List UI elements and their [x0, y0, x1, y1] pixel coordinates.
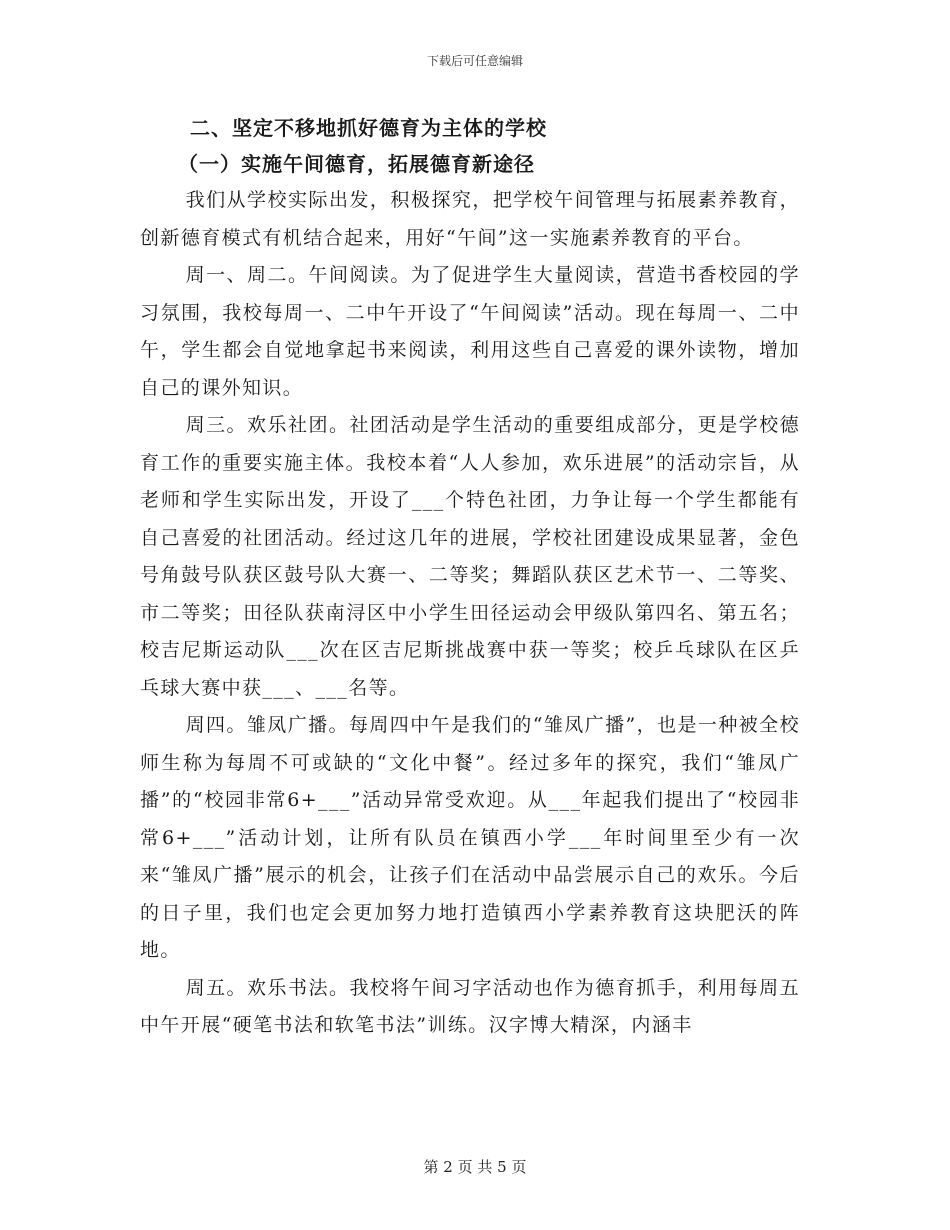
- paragraph-intro: 我们从学校实际出发，积极探究，把学校午间管理与拓展素养教育，创新德育模式有机结合起来，用好“午间”这一实施素养教育的平台。: [140, 189, 800, 249]
- paragraph-friday: 周五。欢乐书法。我校将午间习字活动也作为德育抓手，利用每周五中午开展“硬笔书法和软笔书法”训练。汉字博大精深，内涵丰: [140, 976, 800, 1036]
- subsection-heading: （一）实施午间德育，拓展德育新途径: [178, 152, 535, 176]
- page-header: 下载后可任意编辑: [426, 54, 523, 68]
- paragraph-thursday: 周四。雏凤广播。每周四中午是我们的“雏凤广播”，也是一种被全校师生称为每周不可或缺的“文化中餐”。经过多年的探究，我们“雏凤广播”的“校园非常6+___”活动异常受欢迎。从___年起我们提出了“校园非常6+___”活动计划，让所有队员在镇西小学___年时间里至少有一次来“雏凤广播”展示的机会，让孩子们在活动中品尝展示自己的欢乐。今后的日子里，我们也定会更加努力地打造镇西小学素养教育这块肥沃的阵地。: [140, 714, 800, 961]
- paragraph-wednesday: 周三。欢乐社团。社团活动是学生活动的重要组成部分，更是学校德育工作的重要实施主体。我校本着“人人参加，欢乐进展”的活动宗旨，从老师和学生实际出发，开设了___个特色社团，力争让每一个学生都能有自己喜爱的社团活动。经过这几年的进展，学校社团建设成果显著，金色号角鼓号队获区鼓号队大赛一、二等奖；舞蹈队获区艺术节一、二等奖、市二等奖；田径队获南浔区中小学生田径运动会甲级队第四名、第五名；校吉尼斯运动队___次在区吉尼斯挑战赛中获一等奖；校乒乓球队在区乒乓球大赛中获___、___名等。: [140, 414, 800, 699]
- section-heading: 二、坚定不移地抓好德育为主体的学校: [190, 116, 547, 140]
- page-number: 第 2 页 共 5 页: [423, 1158, 527, 1176]
- document-body: [140, 110, 800, 1045]
- paragraph-monday-tuesday: 周一、周二。午间阅读。为了促进学生大量阅读，营造书香校园的学习氛围，我校每周一、二中午开设了“午间阅读”活动。现在每周一、二中午，学生都会自觉地拿起书来阅读，利用这些自己喜爱的课外读物，增加自己的课外知识。: [140, 264, 800, 399]
